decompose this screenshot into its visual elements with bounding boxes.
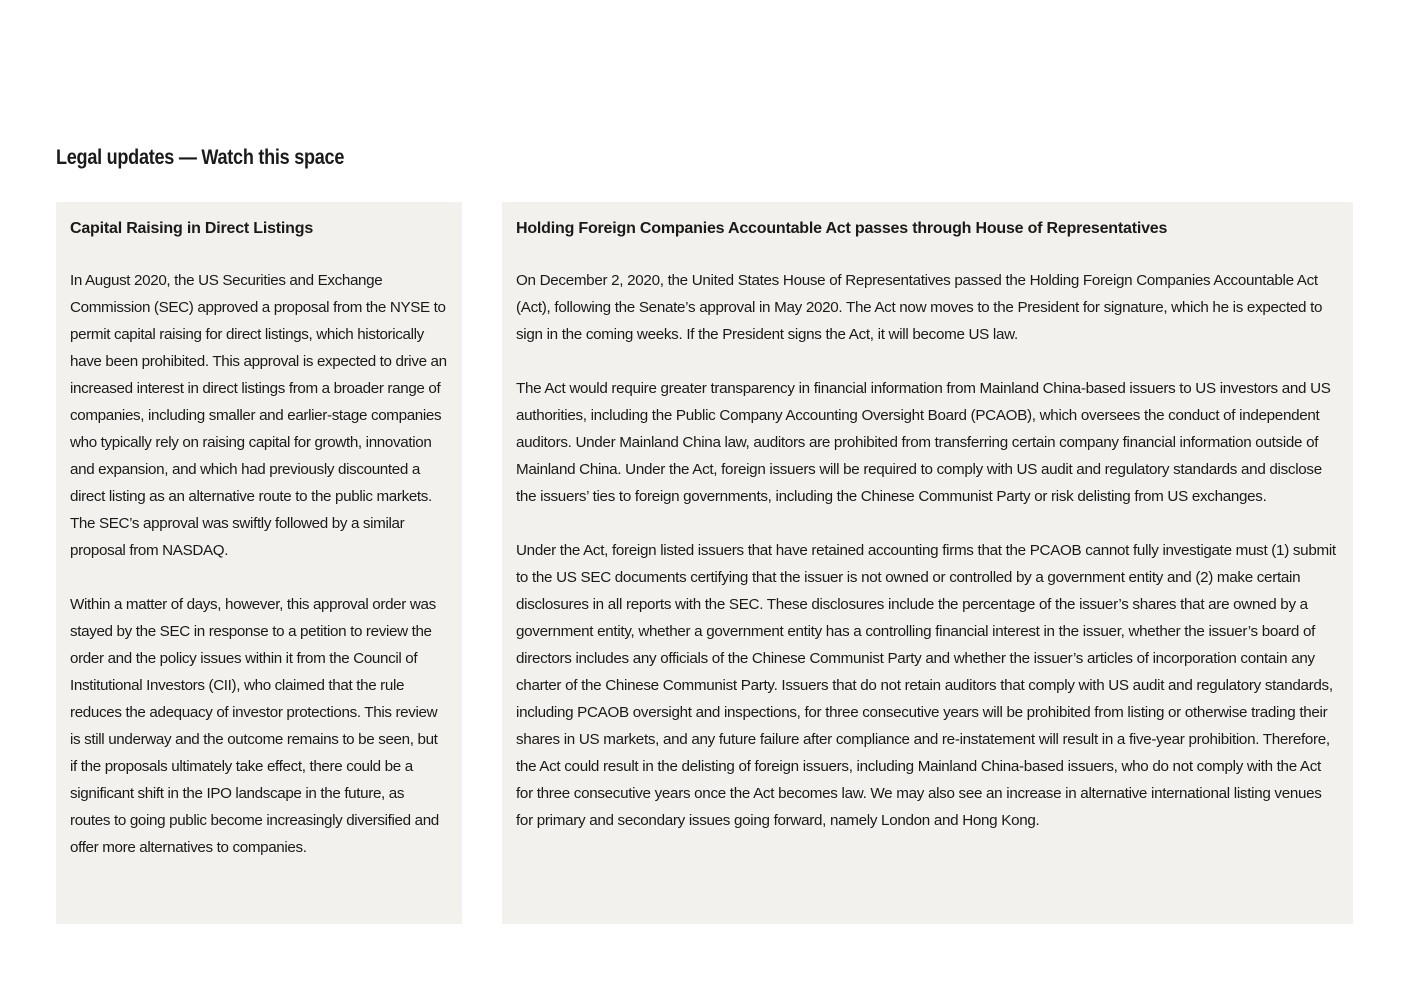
hfcaa-paragraph: On December 2, 2020, the United States House of Representatives passed the Holding Foreign Companies Accountable Act (Act), following the Senate’s approval in May 2020. The Act now moves to the President for signature, which he is expected to sign in the coming weeks. If the President signs the Act, it will become US law.: [516, 272, 1323, 343]
hfcaa-heading: Holding Foreign Companies Accountable Act passes through House of Representatives: [516, 220, 1168, 237]
hfcaa-panel: [502, 202, 1353, 924]
direct-listings-paragraph: Within a matter of days, however, this approval order was stayed by the SEC in response to a petition to review the order and the policy issues within it from the Council of Institutional Investors (CII), who claimed that the rule reduces the adequacy of investor protections. This review is still underway and the outcome remains to be seen, but if the proposals ultimately take effect, there could be a significant shift in the IPO landscape in the future, as routes to going public become increasingly diversified and offer more alternatives to companies.: [70, 596, 439, 856]
hfcaa-paragraph: The Act would require greater transparency in financial information from Mainland China-based issuers to US investors and US authorities, including the Public Company Accounting Oversight Board (PCAOB), which oversees the conduct of independent auditors. Under Mainland China law, auditors are prohibited from transferring certain company financial information outside of Mainland China. Under the Act, foreign issuers will be required to comply with US audit and regulatory standards and disclose the issuers’ ties to foreign governments, including the Chinese Communist Party or risk delisting from US exchanges.: [516, 380, 1331, 505]
direct-listings-panel: [56, 202, 462, 924]
page-title: Legal updates — Watch this space: [56, 146, 345, 169]
direct-listings-heading: Capital Raising in Direct Listings: [70, 220, 314, 237]
hfcaa-paragraph: Under the Act, foreign listed issuers that have retained accounting firms that the PCAOB cannot fully investigate must (1) submit to the US SEC documents certifying that the issuer is not owned or controlled by a government entity and (2) make certain disclosures in all reports with the SEC. These disclosures include the percentage of the issuer’s shares that are owned by a government entity, whether a government entity has a controlling financial interest in the issuer, whether the issuer’s board of directors includes any officials of the Chinese Communist Party and whether the issuer’s articles of incorporation contain any charter of the Chinese Communist Party. Issuers that do not retain auditors that comply with US audit and regulatory standards, including PCAOB oversight and inspections, for three consecutive years will be prohibited from listing or otherwise trading their shares in US markets, and any future failure after compliance and re-instatement will result in a five-year prohibition. Therefore, the Act could result in the delisting of foreign issuers, including Mainland China-based issuers, who do not comply with the Act for three consecutive years once the Act becomes law. We may also see an increase in alternative international listing venues for primary and secondary issues going forward, namely London and Hong Kong.: [516, 542, 1336, 829]
direct-listings-paragraph: In August 2020, the US Securities and Exchange Commission (SEC) approved a proposal from the NYSE to permit capital raising for direct listings, which historically have been prohibited. This approval is expected to drive an increased interest in direct listings from a broader range of companies, including smaller and earlier-stage companies who typically rely on raising capital for growth, innovation and expansion, and which had previously discounted a direct listing as an alternative route to the public markets. The SEC’s approval was swiftly followed by a similar proposal from NASDAQ.: [70, 272, 447, 559]
